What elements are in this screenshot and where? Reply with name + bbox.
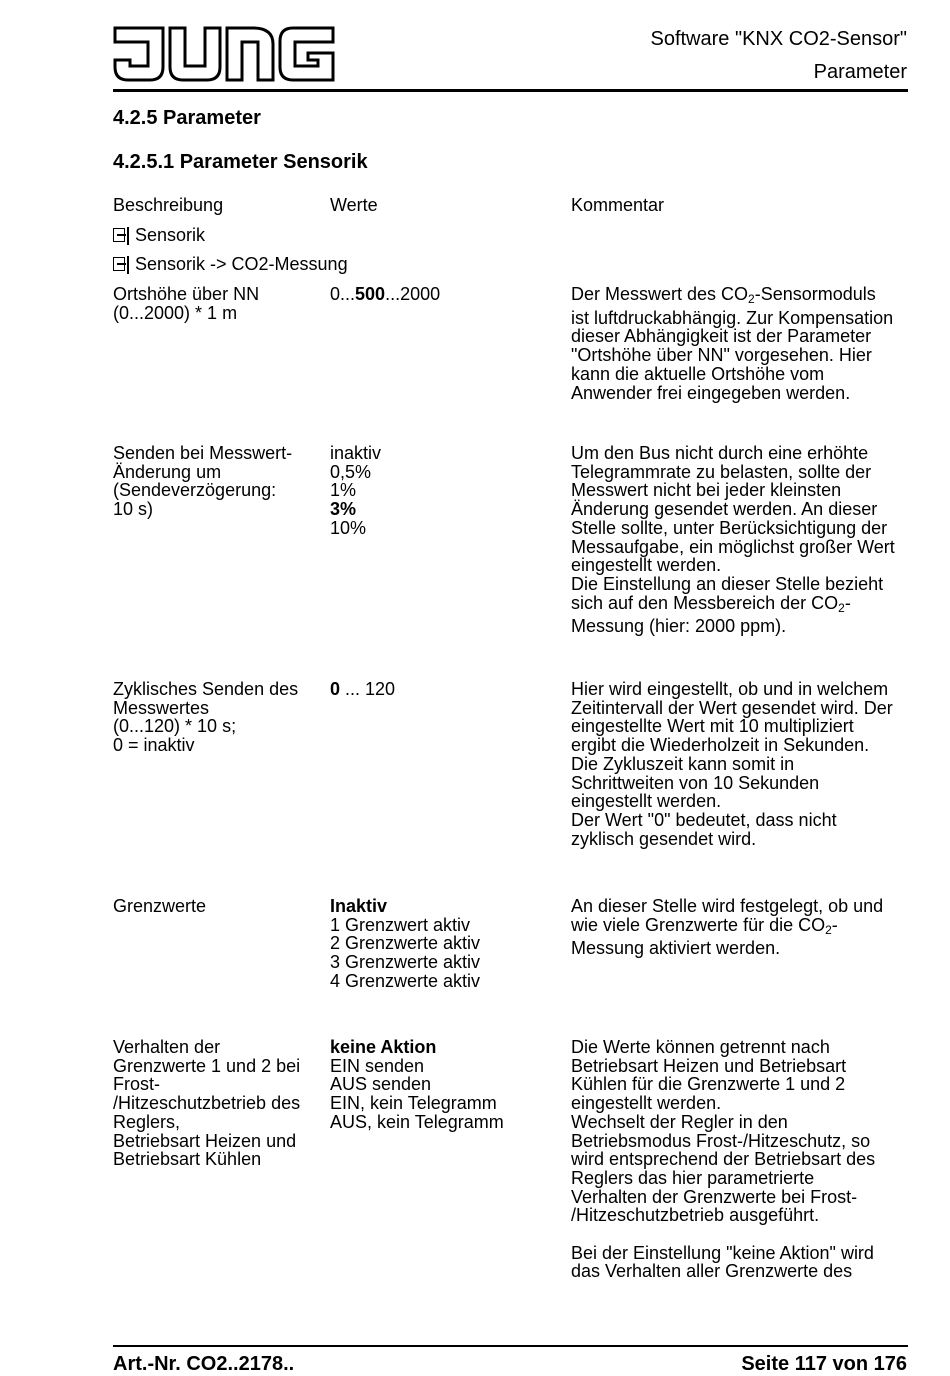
param-grenzwerte-comment: An dieser Stelle wird festgelegt, ob und wie viele Grenzwerte für die $CO_2-$ Messung aktiviert werden.	[571, 896, 884, 959]
column-header-values: Werte	[330, 195, 378, 215]
tree-item-label: Sensorik -> CO2-Messung	[135, 254, 348, 274]
parameter-page-icon	[113, 228, 125, 242]
param-verhalten-grenzwerte-values: keine Aktion EIN senden AUS senden EIN, kein Telegramm AUS, kein Telegramm	[330, 1037, 504, 1132]
param-zyklisch-comment: Hier wird eingestellt, ob und in welchem Zeitintervall der Wert gesendet wird. Der eingestellte Wert mit 10 multipliziert ergibt die Wiederholzeit in Sekunden. Die Zykluszeit kann somit in Schrittweiten von 10 Sekunden eingestellt werden. Der Wert "0" bedeutet, dass nicht zyklisch gesendet wird.	[571, 679, 893, 849]
param-grenzwerte-values: Inaktiv 1 Grenzwert aktiv 2 Grenzwerte aktiv 3 Grenzwerte aktiv 4 Grenzwerte aktiv	[330, 896, 481, 991]
param-senden-aenderung-comment: Um den Bus nicht durch eine erhöhte Telegrammrate zu belasten, sollte der Messwert nicht bei jeder kleinsten Änderung gesendet werden. An dieser Stelle sollte, unter Berücksichtigung der Messaufgabe, ein möglichst großer Wert eingestellt werden. Die Einstellung an dieser Stelle bezieht sich auf den Messbereich der $CO_2-$ Messung (hier: 2000 ppm).	[571, 443, 895, 637]
footer-divider	[113, 1345, 908, 1347]
param-grenzwerte-description: Grenzwerte	[113, 896, 207, 916]
param-senden-aenderung-description: Senden bei Messwert- Änderung um (Sendeverzögerung: 10 s)	[113, 443, 293, 520]
param-verhalten-grenzwerte-comment: Die Werte können getrennt nach Betriebsart Heizen und Betriebsart Kühlen für die Grenzwerte 1 und 2 eingestellt werden. Wechselt der Regler in den Betriebsmodus Frost-/Hitzeschutz, so wird entsprechend der Betriebsart des Reglers das hier parametrierte Verhalten der Grenzwerte bei Frost- /Hitzeschutzbetrieb ausgeführt. Bei der Einstellung "keine Aktion" wird das Verhalten aller Grenzwerte des	[571, 1037, 876, 1282]
param-ortshoehe-values: 0...500...2000	[330, 284, 441, 304]
heading-parameter: 4.2.5 Parameter	[113, 107, 261, 129]
tree-item-sensorik	[113, 225, 205, 245]
param-senden-aenderung-values: inaktiv 0,5% 1% 3% 10%	[330, 443, 382, 538]
footer-article-number: Art.-Nr. CO2..2178..	[113, 1353, 295, 1375]
column-header-description: Beschreibung	[113, 195, 224, 215]
header-software-title: Software "KNX CO2-Sensor"	[650, 28, 907, 50]
heading-parameter-sensorik: 4.2.5.1 Parameter Sensorik	[113, 151, 368, 173]
param-zyklisch-values: 0 ... 120	[330, 679, 396, 699]
tree-item-co2-messung	[113, 254, 348, 274]
param-ortshoehe-comment: Der Messwert des $CO_2$-Sensormoduls ist luftdruckabhängig. Zur Kompensation dieser Abhängigkeit ist der Parameter "Ortshöhe über NN" vorgesehen. Hier kann die aktuelle Ortshöhe vom Anwender frei eingegeben werden.	[571, 284, 894, 403]
tree-item-label: Sensorik	[135, 225, 206, 245]
param-verhalten-grenzwerte-description: Verhalten der Grenzwerte 1 und 2 bei Frost- /Hitzeschutzbetrieb des Reglers, Betriebsart Heizen und Betriebsart Kühlen	[113, 1037, 301, 1170]
parameter-page-icon	[113, 257, 125, 271]
param-zyklisch-description: Zyklisches Senden des Messwertes (0...120) * 10 s; 0 = inaktiv	[113, 679, 299, 756]
param-ortshoehe-description: Ortshöhe über NN (0...2000) * 1 m	[113, 284, 260, 323]
header-section-title: Parameter	[813, 61, 907, 83]
jung-logo	[113, 26, 335, 82]
footer-page-number: Seite 117 von 176	[741, 1353, 907, 1375]
header-divider	[113, 89, 908, 92]
column-header-comment: Kommentar	[571, 195, 665, 215]
